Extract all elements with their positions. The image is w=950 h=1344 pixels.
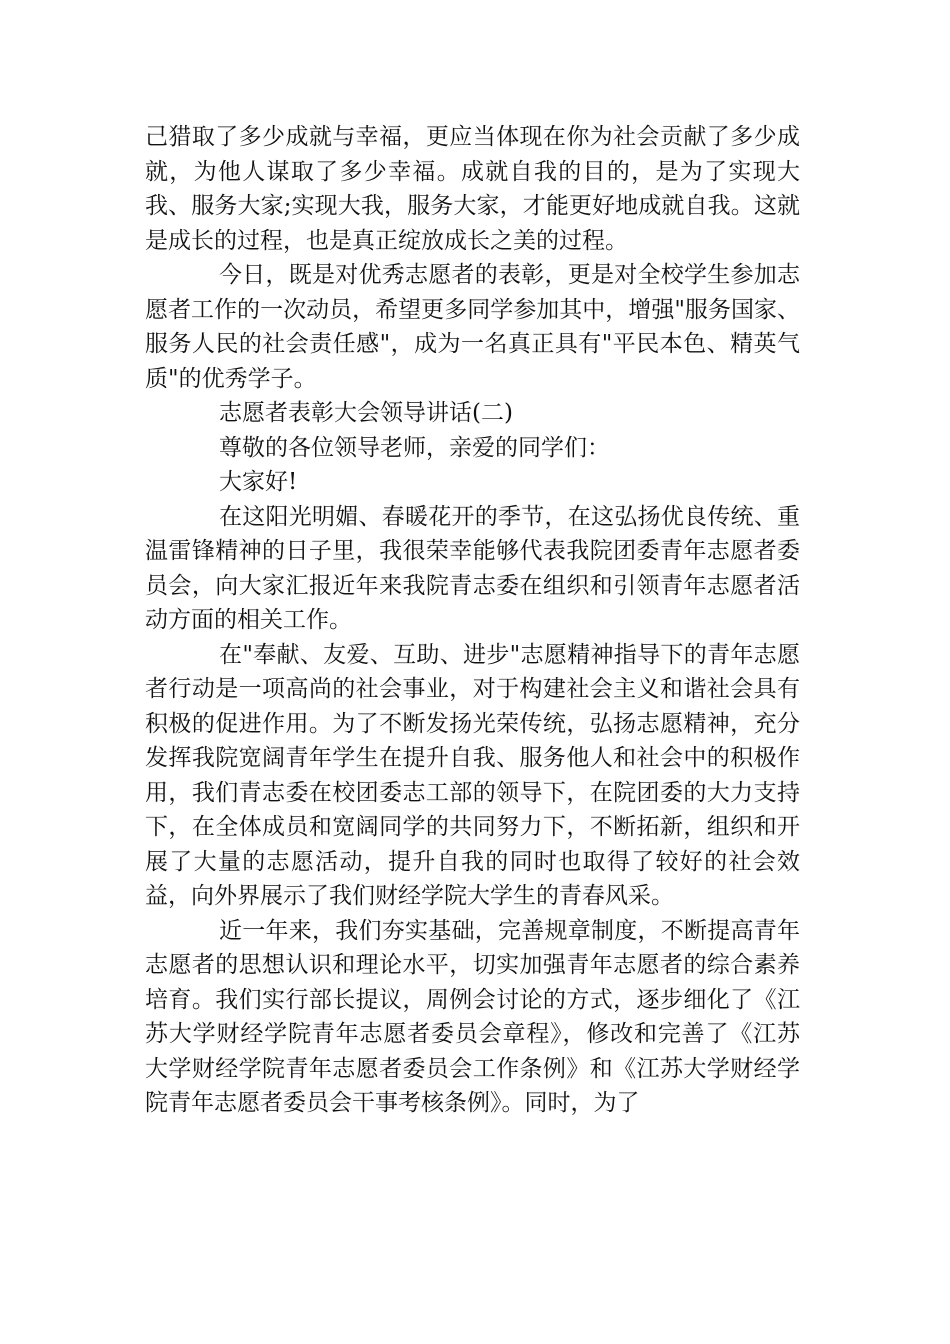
- paragraph-volunteer-spirit: 在"奉献、友爱、互助、进步"志愿精神指导下的青年志愿者行动是一项高尚的社会事业，对于构建社会主义和谐社会具有积极的促进作用。为了不断发扬光荣传统，弘扬志愿精神，充分发挥我院宽阔青年学生在提升自我、服务他人和社会中的积极作用，我们青志委在校团委志工部的领导下，在院团委的大力支持下，在全体成员和宽阔同学的共同努力下，不断拓新，组织和开展了大量的志愿活动，提升自我的同时也取得了较好的社会效益，向外界展示了我们财经学院大学生的青春风采。: [145, 641, 800, 909]
- paragraph-introduction: 在这阳光明媚、春暖花开的季节，在这弘扬优良传统、重温雷锋精神的日子里，我很荣幸能够代表我院团委青年志愿者委员会，向大家汇报近年来我院青志委在组织和引领青年志愿者活动方面的相关工作。: [145, 503, 800, 633]
- salutation: 尊敬的各位领导老师，亲爱的同学们：: [219, 434, 610, 461]
- document-page: [145, 120, 800, 1121]
- greeting: 大家好!: [219, 469, 298, 495]
- paragraph-continuation: 己猎取了多少成就与幸福，更应当体现在你为社会贡献了多少成就，为他人谋取了多少幸福。成就自我的目的，是为了实现大我、服务大家;实现大我，服务大家，才能更好地成就自我。这就是成长的过程，也是真正绽放成长之美的过程。: [145, 124, 800, 254]
- paragraph-commendation: 今日，既是对优秀志愿者的表彰，更是对全校学生参加志愿者工作的一次动员，希望更多同学参加其中，增强"服务国家、服务人民的社会责任感"，成为一名真正具有"平民本色、精英气质"的优秀学子。: [145, 262, 800, 392]
- paragraph-past-year: 近一年来，我们夯实基础，完善规章制度，不断提高青年志愿者的思想认识和理论水平，切实加强青年志愿者的综合素养培育。我们实行部长提议，周例会讨论的方式，逐步细化了《江苏大学财经学院青年志愿者委员会章程》，修改和完善了《江苏大学财经学院青年志愿者委员会工作条例》和《江苏大学财经学院青年志愿者委员会干事考核条例》。同时，为了: [145, 917, 800, 1116]
- section-heading: 志愿者表彰大会领导讲话(二): [219, 400, 513, 426]
